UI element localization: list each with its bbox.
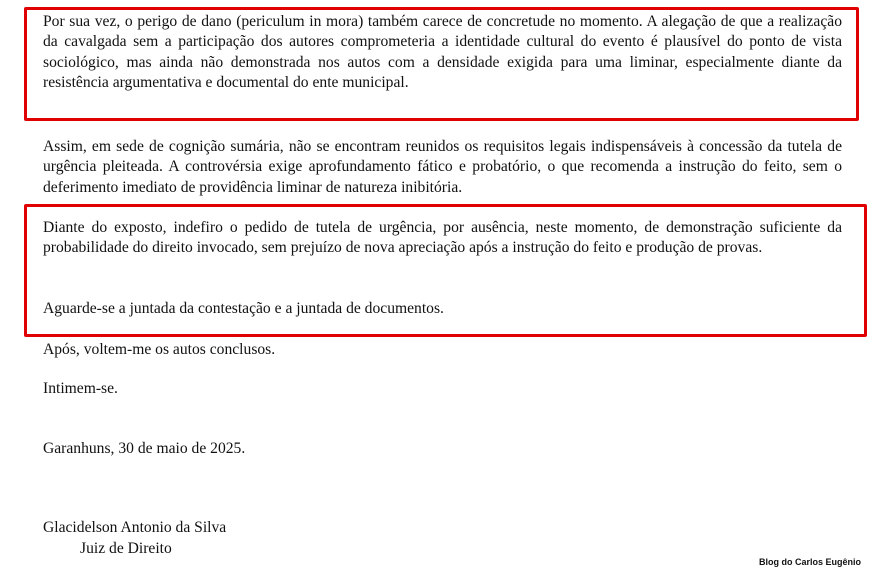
- paragraph-cognicao: Assim, em sede de cognição sumária, não se encontram reunidos os requisitos legais indispensáveis à concessão da tutela de urgência pleiteada. A controvérsia exige aprofundamento fático e probatório, o que recomenda a instrução do feito, sem o deferimento imediato de providência liminar de natureza inibitória.: [43, 138, 842, 196]
- signature-name: Glacidelson Antonio da Silva: [43, 519, 227, 536]
- paragraph-aguarde: Aguarde-se a juntada da contestação e a juntada de documentos.: [43, 300, 444, 317]
- signature-title: Juiz de Direito: [80, 540, 172, 557]
- place-date: Garanhuns, 30 de maio de 2025.: [43, 440, 246, 457]
- paragraph-periculum: Por sua vez, o perigo de dano (periculum in mora) também carece de concretude no momento. A alegação de que a realização da cavalgada sem a participação dos autores comprometeria a identidade cultural do evento é plausível do ponto de vista sociológico, mas ainda não demonstrada nos autos com a densidade exigida para uma liminar, especialmente diante da resistência argumentativa e documental do ente municipal.: [43, 13, 842, 91]
- watermark-blog: Blog do Carlos Eugênio: [758, 557, 861, 567]
- paragraph-conclusos: Após, voltem-me os autos conclusos.: [43, 341, 276, 358]
- paragraph-decisao: Diante do exposto, indefiro o pedido de tutela de urgência, por ausência, neste momento, de demonstração suficiente da probabilidade do direito invocado, sem prejuízo de nova apreciação após a instrução do feito e produção de provas.: [43, 219, 842, 257]
- paragraph-intimem: Intimem-se.: [43, 380, 118, 397]
